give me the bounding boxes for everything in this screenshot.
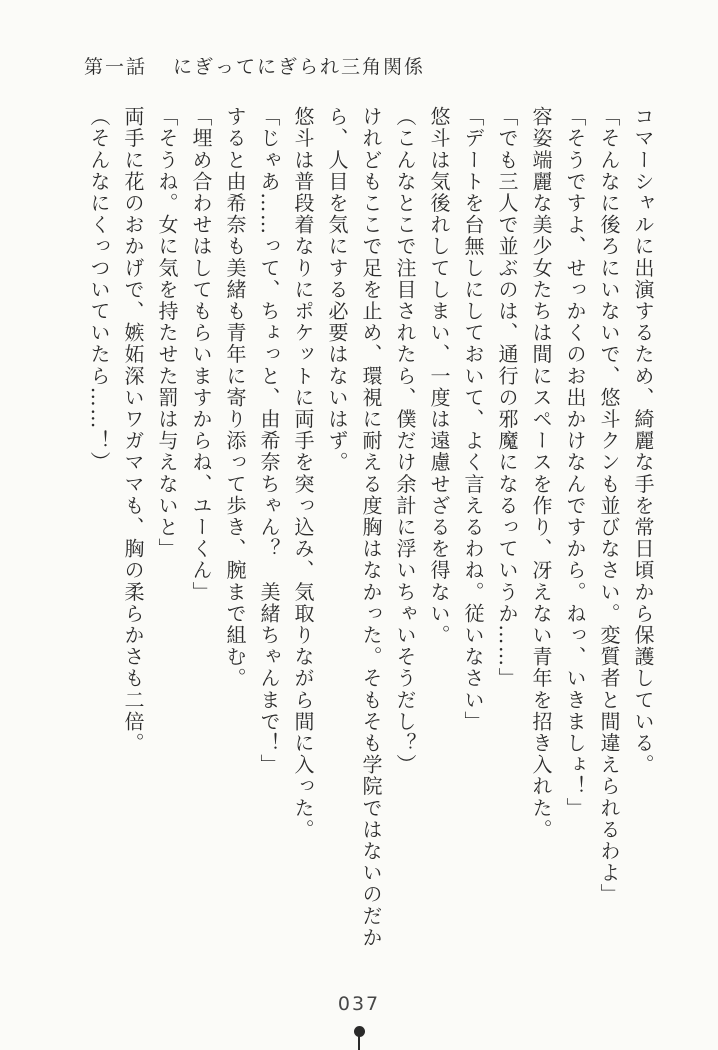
binding-mark-stem	[358, 1031, 360, 1050]
text-column: 「デートを台無しにしておいて、よく言えるわね。従いなさい」	[461, 106, 485, 733]
text-column: 「そうね。女に気を持たせた罰は与えないと」	[155, 106, 179, 560]
text-column: （こんなとこで注目されたら、僕だけ余計に浮いちゃいそうだし？）	[393, 106, 417, 776]
text-column: コマーシャルに出演するため、綺麗な手を常日頃から保護している。	[631, 106, 655, 776]
text-column: （そんなにくっついていたら……！）	[87, 106, 111, 474]
page-number: 037	[337, 993, 381, 1015]
chapter-header	[84, 52, 425, 79]
text-column: 「じゃあ……って、ちょっと、由希奈ちゃん？ 美緒ちゃんまで！」	[257, 106, 281, 776]
text-column: すると由希奈も美緒も青年に寄り添って歩き、腕まで組む。	[223, 106, 247, 690]
text-column: 「そんなに後ろにいないで、悠斗クンも並びなさい。変質者と間違えられるわよ」	[597, 106, 621, 906]
text-column: 両手に花のおかげで、嫉妬深いワガママも、胸の柔らかさも二倍。	[121, 106, 145, 754]
vertical-text-body	[82, 106, 660, 972]
text-column: 悠斗は普段着なりにポケットに両手を突っ込み、気取りながら間に入った。	[291, 106, 315, 841]
text-column: 悠斗は気後れしてしまい、一度は遠慮せざるを得ない。	[427, 106, 451, 646]
text-column: 容姿端麗な美少女たちは間にスペースを作り、冴えない青年を招き入れた。	[529, 106, 553, 841]
text-column: ら、人目を気にする必要はないはず。	[325, 106, 349, 474]
text-column: 「でも三人で並ぶのは、通行の邪魔になるっていうか……」	[495, 106, 519, 690]
text-column: けれどもここで足を止め、環視に耐える度胸はなかった。そもそも学院ではないのだか	[359, 106, 383, 949]
chapter-number: 第一話	[84, 56, 148, 78]
text-column: 「そうですよ、せっかくのお出かけなんですから。ねっ、いきましょ！」	[563, 106, 587, 819]
chapter-title: にぎってにぎられ三角関係	[173, 56, 426, 78]
text-column: 「埋め合わせはしてもらいますからね、ユーくん」	[189, 106, 213, 603]
